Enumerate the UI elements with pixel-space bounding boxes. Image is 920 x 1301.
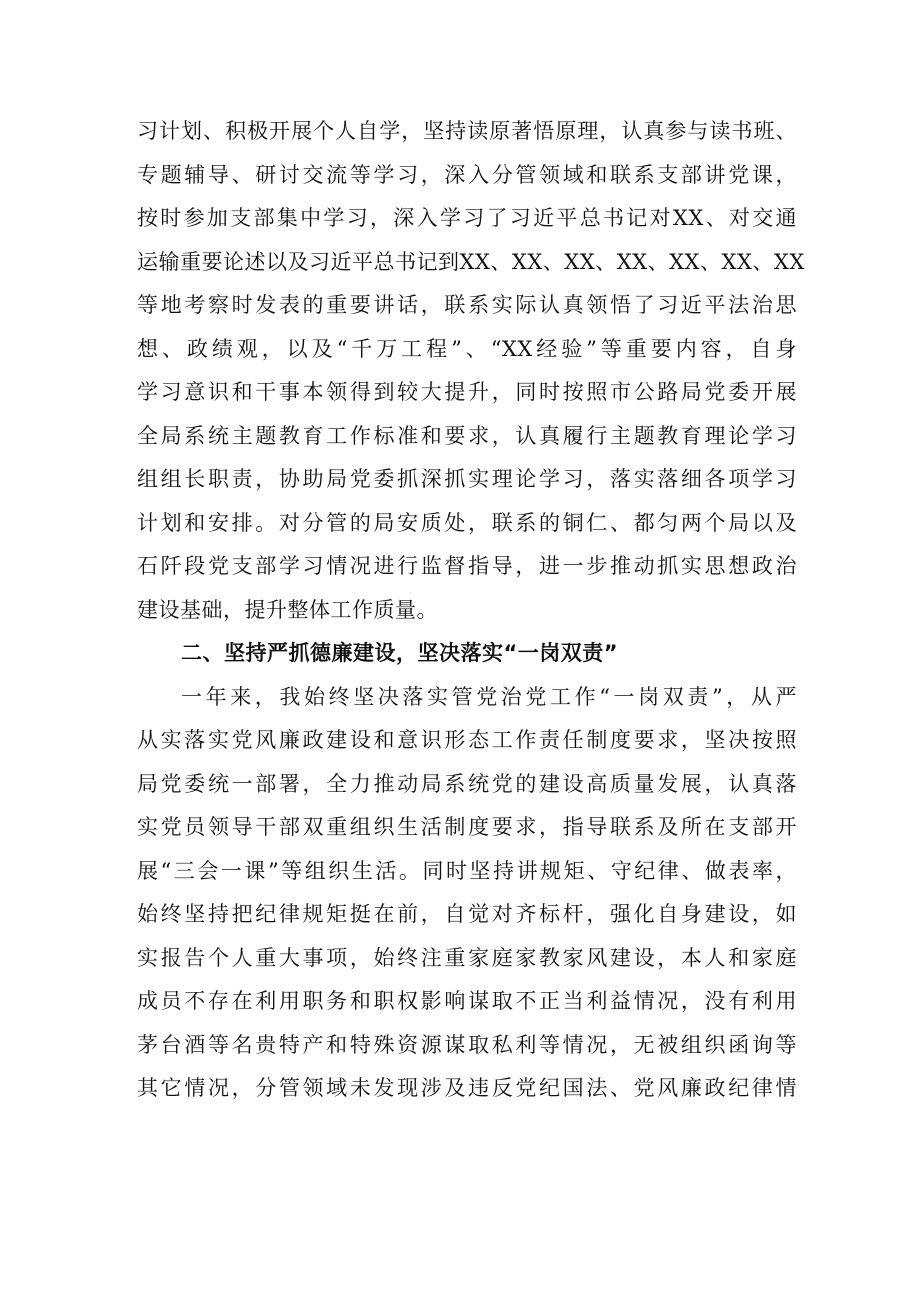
text-line: 展“三会一课”等组织生活。同时坚持讲规矩、守纪律、做表率， <box>137 858 797 883</box>
text-line: 习计划、积极开展个人自学，坚持读原著悟原理，认真参与读书班、 <box>137 119 797 143</box>
text-line: 全局系统主题教育工作标准和要求，认真履行主题教育理论学习 <box>137 423 797 448</box>
text-line: 按时参加支部集中学习，深入学习了习近平总书记对XX、对交通 <box>137 206 797 230</box>
text-line: 成员不存在利用职务和职权影响谋取不正当利益情况，没有利用 <box>137 989 797 1013</box>
text-line: 局党委统一部署，全力推动局系统党的建设高质量发展，认真落 <box>137 771 797 796</box>
text-line: 一年来，我始终坚决落实管党治党工作“一岗双责”，从严 <box>181 684 797 709</box>
section-heading: 二、坚持严抓德廉建设，坚决落实“一岗双责” <box>181 641 619 665</box>
paragraph-study <box>137 110 805 632</box>
text-line: 等地考察时发表的重要讲话，联系实际认真领悟了习近平法治思 <box>137 293 797 317</box>
text-line: 其它情况，分管领域未发现涉及违反党纪国法、党风廉政纪律情 <box>137 1076 797 1100</box>
text-line: 想、政绩观，以及“千万工程”、“XX经验”等重要内容，自身 <box>137 336 797 361</box>
text-line: 运输重要论述以及习近平总书记到XX、XX、XX、XX、XX、XX、XX <box>137 249 805 274</box>
text-line: 组组长职责，协助局党委抓深抓实理论学习，落实落细各项学习 <box>137 467 797 491</box>
text-line: 计划和安排。对分管的局安质处，联系的铜仁、都匀两个局以及 <box>137 510 797 535</box>
paragraph-integrity <box>137 676 797 1111</box>
text-line: 茅台酒等名贵特产和特殊资源谋取私利等情况，无被组织函询等 <box>137 1032 797 1057</box>
text-line: 实报告个人重大事项，始终注重家庭家教家风建设，本人和家庭 <box>137 945 797 970</box>
text-line: 石阡段党支部学习情况进行监督指导，进一步推动抓实思想政治 <box>137 554 797 578</box>
text-line: 实党员领导干部双重组织生活制度要求，指导联系及所在支部开 <box>137 815 797 839</box>
document-body <box>137 110 805 1111</box>
text-line: 学习意识和干事本领得到较大提升，同时按照市公路局党委开展 <box>137 380 797 404</box>
text-line: 从实落实党风廉政建设和意识形态工作责任制度要求，坚决按照 <box>137 728 797 752</box>
text-line: 建设基础，提升整体工作质量。 <box>137 597 438 622</box>
text-line: 专题辅导、研讨交流等学习，深入分管领域和联系支部讲党课， <box>137 162 797 187</box>
text-line: 始终坚持把纪律规矩挺在前，自觉对齐标杆，强化自身建设，如 <box>137 902 797 926</box>
